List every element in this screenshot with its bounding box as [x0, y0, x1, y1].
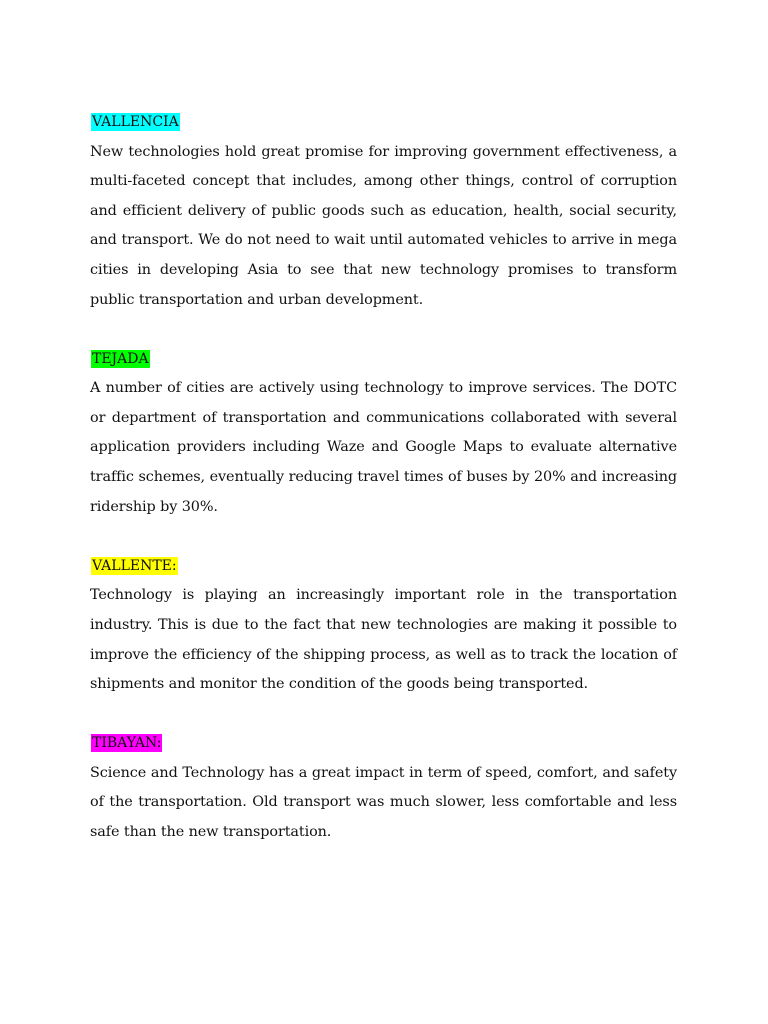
section-paragraph: Technology is playing an increasingly important role in the transportation industry. This is due to the fact that new technologies are making it possible to improve the efficiency of the shipping process, as well as to track the location of shipments and monitor the condition of the goods being transported. — [90, 587, 677, 693]
section-paragraph: Science and Technology has a great impact in term of speed, comfort, and safety of the transportation. Old transport was much slower, less comfortable and less safe than the new transportation. — [90, 764, 677, 840]
heading-highlight: VALLENCIA — [92, 114, 179, 130]
section-heading — [90, 552, 179, 582]
section-vallencia — [90, 108, 677, 315]
section-tibayan — [90, 729, 677, 847]
heading-highlight: TIBAYAN: — [92, 735, 162, 752]
section-heading — [90, 729, 163, 759]
section-tejada — [90, 345, 677, 523]
section-heading — [90, 108, 181, 138]
section-paragraph: A number of cities are actively using technology to improve services. The DOTC or department of transportation and communications collaborated with several application providers including Waze and Google Maps to evaluate alternative traffic schemes, eventually reducing travel times of buses by 20% and increasing ridership by 30%. — [90, 380, 677, 515]
section-vallente — [90, 552, 677, 700]
section-heading — [90, 345, 151, 375]
heading-highlight: TEJADA — [92, 350, 149, 367]
document-page — [90, 108, 677, 877]
section-paragraph: New technologies hold great promise for improving government effectiveness, a multi-faceted concept that includes, among other things, control of corruption and efficient delivery of public goods such as education, health, social security, and transport. We do not need to wait until automated vehicles to arrive in mega cities in developing Asia to see that new technology promises to transform public transportation and urban development. — [90, 143, 677, 308]
heading-highlight: VALLENTE: — [92, 557, 177, 574]
